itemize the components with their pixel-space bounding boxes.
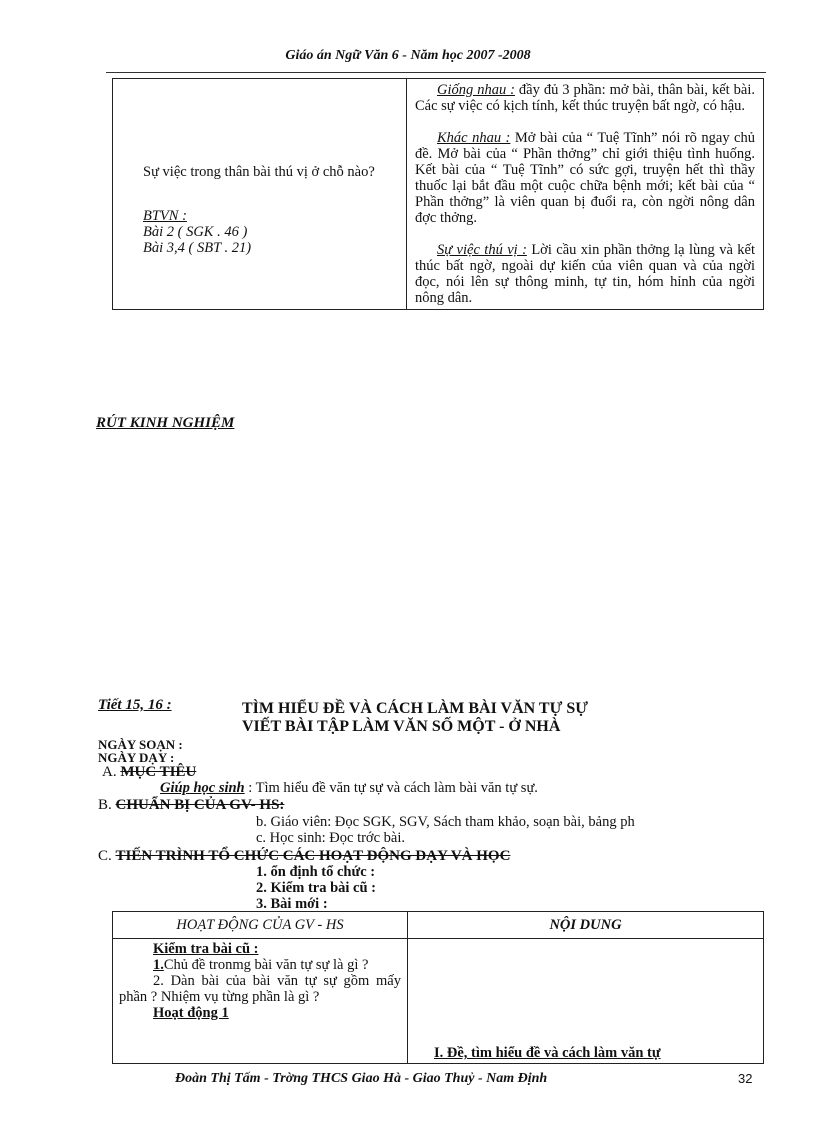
difference-label: Khác nhau : [437, 130, 511, 146]
question-1 [119, 957, 401, 973]
prep-teacher: b. Giáo viên: Đọc SGK, SGV, Sách tham khảo, soạn bài, bảng ph [256, 814, 635, 830]
goal-label: Giúp học sinh [160, 780, 245, 796]
section-a-prefix: A. [102, 764, 117, 780]
footer-author: Đoàn Thị Tấm - Trờng THCS Giao Hà - Giao Thuỷ - Nam Định [175, 1071, 548, 1086]
activity-column-header: HOẠT ĐỘNG CỦA GV - HS [113, 912, 408, 939]
similarity-text: đầy đủ 3 phần: mở bài, thân bài, kết bài. Các sự việc có kịch tính, kết thúc truyện bất ngờ, có hậu. [415, 82, 755, 114]
prep-student: c. Học sinh: Đọc trớc bài. [256, 830, 406, 846]
activity-table [112, 911, 764, 1064]
goal-text: : Tìm hiểu đề văn tự sự và cách làm bài văn tự sự. [244, 780, 538, 796]
section-a [102, 764, 196, 781]
section-b-prefix: B. [98, 797, 112, 813]
question-1-number: 1. [153, 957, 164, 973]
right-cell [407, 79, 764, 310]
section-c-title: TIẾN TRÌNH TỔ CHỨC CÁC HOẠT ĐỘNG DẠY VÀ HỌC [115, 848, 511, 864]
interesting-paragraph [415, 242, 755, 306]
activity-cell [113, 939, 408, 1064]
content-heading: I. Đề, tìm hiểu đề và cách làm văn tự [434, 1045, 661, 1061]
lesson-period: Tiết 15, 16 : [98, 697, 172, 713]
similarity-paragraph [415, 82, 755, 114]
interesting-label: Sự việc thú vị : [437, 242, 527, 258]
step-new-lesson: 3. Bài mới : [256, 896, 328, 912]
content-cell [408, 939, 764, 1064]
section-b-title: CHUẨN BỊ CỦA GV- HS: [115, 797, 285, 813]
lessons-learned-heading: RÚT KINH NGHIỆM [96, 415, 235, 431]
content-column-header: NỘI DUNG [408, 912, 764, 939]
goal-line [160, 780, 538, 797]
page-header: Giáo án Ngữ Văn 6 - Năm học 2007 -2008 [285, 48, 531, 63]
homework-item: Bài 2 ( SGK . 46 ) [143, 224, 248, 240]
step-organize: 1. ổn định tổ chức : [256, 864, 376, 880]
teach-date: NGÀY DẠY : [98, 750, 175, 765]
interesting-text: Lời cầu xin phần thởng lạ lùng và kết thúc bất ngờ, ngoài dự kiến của viên quan và của ngời đọc, nói lên sự thông minh, tự tin, hóm hỉnh của ngời nông dân. [415, 242, 755, 306]
section-c [98, 848, 510, 865]
step-check-old: 2. Kiểm tra bài cũ : [256, 880, 377, 896]
section-a-title: MỤC TIÊU [120, 764, 197, 780]
page-number: 32 [738, 1071, 753, 1086]
section-c-prefix: C. [98, 848, 112, 864]
lesson-subtitle: VIẾT BÀI TẬP LÀM VĂN SỐ MỘT - Ở NHÀ [242, 718, 561, 735]
lesson-title: TÌM HIỂU ĐỀ VÀ CÁCH LÀM BÀI VĂN TỰ SỰ [242, 700, 588, 717]
homework-label: BTVN : [143, 208, 187, 224]
review-label: Kiểm tra bài cũ : [153, 941, 259, 957]
difference-text: Mở bài của “ Tuệ Tĩnh” nói rõ ngay chủ đề. Mở bài của “ Phần thởng” chỉ giới thiệu tình huống. Kết bài của “ Tuệ Tĩnh” có sức gợi, truyện hết thì thầy thuốc lại bắt đầu một cuộc chữa bệnh mới; kết bài của “ Phần thởng” là viên quan bị đuổi ra, còn ngời nông dân đợc thởng. [415, 130, 755, 226]
question-2: 2. Dàn bài của bài văn tự sự gồm mấy phần ? Nhiệm vụ từng phần là gì ? [119, 973, 401, 1005]
similarity-label: Giống nhau : [437, 82, 515, 98]
question-text: Sự việc trong thân bài thú vị ở chỗ nào? [143, 164, 375, 180]
comparison-table [112, 78, 764, 310]
section-b [98, 797, 284, 814]
question-1-text: Chủ đề tronmg bài văn tự sự là gì ? [163, 957, 369, 973]
left-cell [113, 79, 407, 310]
activity-1-label: Hoạt động 1 [153, 1005, 229, 1021]
prep-date: NGÀY SOẠN : [98, 737, 183, 752]
homework-item: Bài 3,4 ( SBT . 21) [143, 240, 252, 256]
header-rule [106, 72, 766, 73]
difference-paragraph [415, 130, 755, 226]
